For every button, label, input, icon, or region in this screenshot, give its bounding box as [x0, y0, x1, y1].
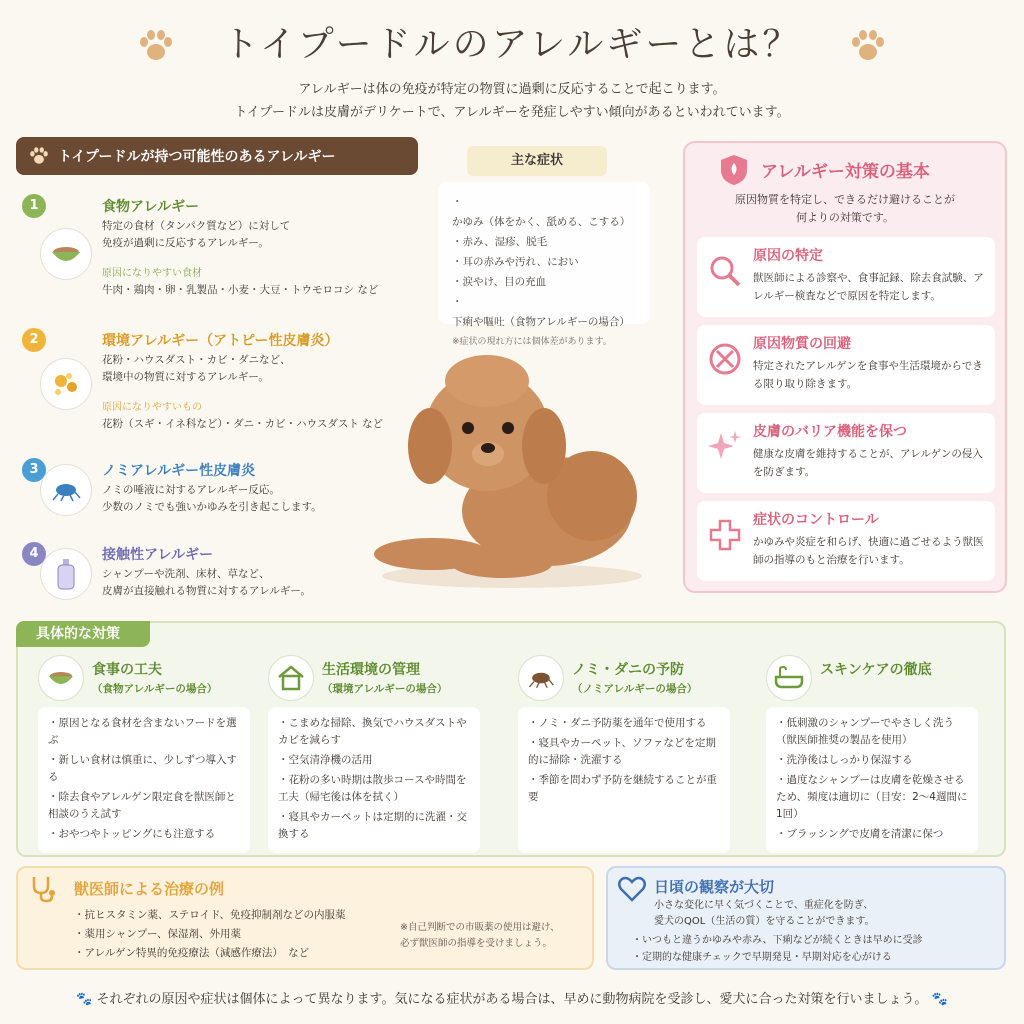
measure-subtitle: （ノミアレルギーの場合） — [572, 683, 698, 695]
measure-item: ・ ブラッシングで皮膚を清潔に保つ — [776, 826, 968, 843]
vet-item: アレルゲン特異的免疫療法（減感作療法） など — [84, 947, 310, 959]
magnifier-icon — [707, 253, 743, 289]
measure-list — [38, 707, 250, 853]
symptom-item: ・下痢や嘔吐（食物アレルギーの場合） — [452, 296, 630, 328]
vet-item: 抗ヒスタミン薬、ステロイド、免疫抑制剤などの内服薬 — [84, 909, 346, 921]
flea-icon — [40, 464, 92, 516]
allergy-desc: 特定の食材（タンパク質など）に対して 免疫が過剰に反応するアレルギー。 — [102, 220, 291, 249]
allergy-item-food — [16, 188, 426, 306]
symptoms-box — [438, 182, 650, 347]
number-badge: 3 — [22, 458, 46, 482]
card-text: かゆみや炎症を和らげ、快適に過ごせるよう獣医師の指導のもと治療を行います。 — [753, 536, 984, 566]
basics-lead: 原因物質を特定し、できるだけ避けることが 何よりの対策です。 — [735, 193, 955, 224]
heart-icon — [618, 876, 646, 902]
symptom-item: ・赤み、湿疹、脱毛 — [452, 236, 548, 248]
symptoms-title: 主な症状 — [467, 146, 607, 176]
paw-icon: 🐾 — [931, 992, 948, 1007]
card-text: 獣医師による診察や、食事記録、除去食試験、アレルギー検査などで原因を特定します。 — [753, 272, 984, 302]
allergy-desc: 花粉・ハウスダスト・カビ・ダニなど、 環境中の物質に対するアレルギー。 — [102, 354, 291, 383]
sparkle-icon — [707, 429, 743, 465]
observation-panel — [606, 866, 1006, 970]
observation-list: ・いつもと違うかゆみや赤み、下痢などが続くときは早めに受診 ・定期的な健康チェックで早期発見・早期対応を心がける — [632, 935, 923, 963]
allergy-title: ノミアレルギー性皮膚炎 — [102, 463, 256, 479]
dog-food-bowl-icon — [38, 655, 84, 701]
card-title: 皮膚のバリア機能を保つ — [753, 424, 907, 440]
measure-item: ・ 過度なシャンプーは皮膚を乾燥させるため、頻度は適切に（目安：2〜4週間に1回） — [776, 772, 968, 823]
measure-item: ・ 低刺激のシャンプーでやさしく洗う（獣医師推奨の製品を使用） — [776, 715, 968, 749]
basics-card — [697, 501, 995, 581]
measure-title: スキンケアの徹底 — [820, 662, 932, 678]
observation-item: いつもと違うかゆみや赤み、下痢などが続くときは早めに受診 — [642, 935, 923, 946]
measure-subtitle: （食物アレルギーの場合） — [92, 683, 218, 695]
vet-treatment-panel — [16, 866, 594, 970]
cause-list: 牛肉・鶏肉・卵・乳製品・小麦・大豆・トウモロコシ など — [102, 284, 379, 296]
pollen-icon — [40, 358, 92, 410]
intro-line: トイプードルは皮膚がデリケートで、アレルギーを発症しやすい傾向があるといわれています。 — [234, 105, 790, 120]
measure-list — [766, 707, 978, 853]
allergy-desc: シャンプーや洗剤、床材、草など、 皮膚が直接触れる物質に対するアレルギー。 — [102, 568, 311, 597]
symptom-item: ・かゆみ（体をかく、舐める、こする） — [452, 196, 631, 228]
page-title: トイプードルのアレルギーとは？ — [222, 24, 802, 65]
cause-label: 原因になりやすい食材 — [102, 268, 202, 279]
allergy-desc: ノミの唾液に対するアレルギー反応。 少数のノミでも強いかゆみを引き起こします。 — [102, 484, 322, 513]
card-title: 原因物質の回避 — [753, 336, 851, 352]
bathtub-icon — [766, 655, 812, 701]
no-entry-icon — [707, 341, 743, 377]
observation-lead: 小さな変化に早く気づくことで、重症化を防ぎ、 愛犬のQOL（生活の質）を守ることができます。 — [654, 900, 875, 927]
card-title: 症状のコントロール — [753, 512, 879, 528]
vet-list: ・抗ヒスタミン薬、ステロイド、免疫抑制剤などの内服薬 ・薬用シャンプー、保湿剤、外用薬 ・アレルゲン特異的免疫療法（減感作療法） など — [74, 909, 346, 959]
medical-cross-icon — [707, 517, 743, 553]
footer-note — [0, 988, 1024, 1007]
paw-icon — [848, 26, 888, 66]
observation-title: 日頃の観察が大切 — [654, 878, 775, 896]
vet-item: 薬用シャンプー、保湿剤、外用薬 — [84, 928, 242, 940]
shampoo-bottle-icon — [40, 548, 92, 600]
basics-card — [697, 325, 995, 405]
symptom-note: ※症状の現れ方には個体差があります。 — [452, 337, 612, 347]
observation-item: 定期的な健康チェックで早期発見・早期対応を心がける — [642, 952, 892, 963]
measure-title: ノミ・ダニの予防 — [572, 662, 684, 678]
allergy-title: 環境アレルギー（アトピー性皮膚炎） — [102, 333, 339, 349]
measure-list — [268, 707, 480, 853]
dog-food-bowl-icon — [40, 228, 92, 280]
card-title: 原因の特定 — [753, 248, 823, 264]
measure-item: ・ 空気清浄機の活用 — [278, 752, 470, 769]
number-badge: 1 — [22, 194, 46, 218]
vet-note: ※自己判断での市販薬の使用は避け、 必ず獣医師の指導を受けましょう。 — [400, 922, 560, 949]
measure-item: ・ 原因となる食材を含まないフードを選ぶ — [48, 715, 240, 749]
measure-item: ・ 寝具やカーペットは定期的に洗濯・交換する — [278, 809, 470, 843]
measure-item: ・ こまめな掃除、換気でハウスダストやカビを減らす — [278, 715, 470, 749]
allergy-title: 接触性アレルギー — [102, 547, 214, 563]
basics-card — [697, 237, 995, 317]
cause-list: 花粉（スギ・イネ科など）・ダニ・カビ・ハウスダスト など — [102, 418, 384, 430]
card-text: 健康な皮膚を維持することが、アレルゲンの侵入を防ぎます。 — [753, 448, 983, 478]
number-badge: 4 — [22, 542, 46, 566]
flea-icon — [518, 655, 564, 701]
intro-line: アレルギーは体の免疫が特定の物質に過剰に反応することで起こります。 — [298, 82, 726, 97]
measure-item: ・ 洗浄後はしっかり保湿する — [776, 752, 968, 769]
allergies-header — [16, 137, 418, 175]
cause-label: 原因になりやすいもの — [102, 402, 202, 413]
allergies-header-label: トイプードルが持つ可能性のあるアレルギー — [58, 149, 336, 165]
paw-icon — [28, 145, 50, 167]
measure-title: 生活環境の管理 — [322, 662, 420, 678]
measure-item: ・ 寝具やカーペット、ソファなどを定期的に掃除・洗濯する — [528, 735, 720, 769]
measure-item: ・ 除去食やアレルゲン限定食を獣医師と相談のうえ試す — [48, 789, 240, 823]
number-badge: 2 — [22, 328, 46, 352]
footer-text: それぞれの原因や症状は個体によって異なります。気になる症状がある場合は、早めに動物病院を受診し、愛犬に合った対策を行いましょう。 — [96, 992, 928, 1007]
measure-item: ・ 新しい食材は慎重に、少しずつ導入する — [48, 752, 240, 786]
measures-label: 具体的な対策 — [16, 621, 150, 647]
stethoscope-icon — [28, 874, 58, 904]
symptom-item: ・耳の赤みや汚れ、におい — [452, 256, 579, 268]
shield-icon — [719, 153, 749, 187]
house-icon — [268, 655, 314, 701]
basics-card — [697, 413, 995, 493]
measure-title: 食事の工夫 — [92, 662, 162, 678]
measure-item: ・ 花粉の多い時期は散歩コースや時間を工夫（帰宅後は体を拭く） — [278, 772, 470, 806]
basics-panel — [683, 141, 1007, 593]
measures-panel — [16, 621, 1006, 857]
basics-title: アレルギー対策の基本 — [761, 162, 930, 182]
paw-icon: 🐾 — [76, 992, 93, 1007]
vet-title: 獣医師による治療の例 — [74, 880, 225, 898]
measure-item: ・ おやつやトッピングにも注意する — [48, 826, 240, 843]
symptom-item: ・涙やけ、目の充血 — [452, 276, 547, 288]
allergy-title: 食物アレルギー — [102, 199, 200, 215]
measure-list — [518, 707, 730, 853]
toy-poodle-image — [362, 336, 662, 596]
measure-subtitle: （環境アレルギーの場合） — [322, 683, 448, 695]
card-text: 特定されたアレルゲンを食事や生活環境からできる限り取り除きます。 — [753, 360, 983, 390]
measure-item: ・ ノミ・ダニ予防薬を通年で使用する — [528, 715, 720, 732]
measure-item: ・ 季節を問わず予防を継続することが重要 — [528, 772, 720, 806]
